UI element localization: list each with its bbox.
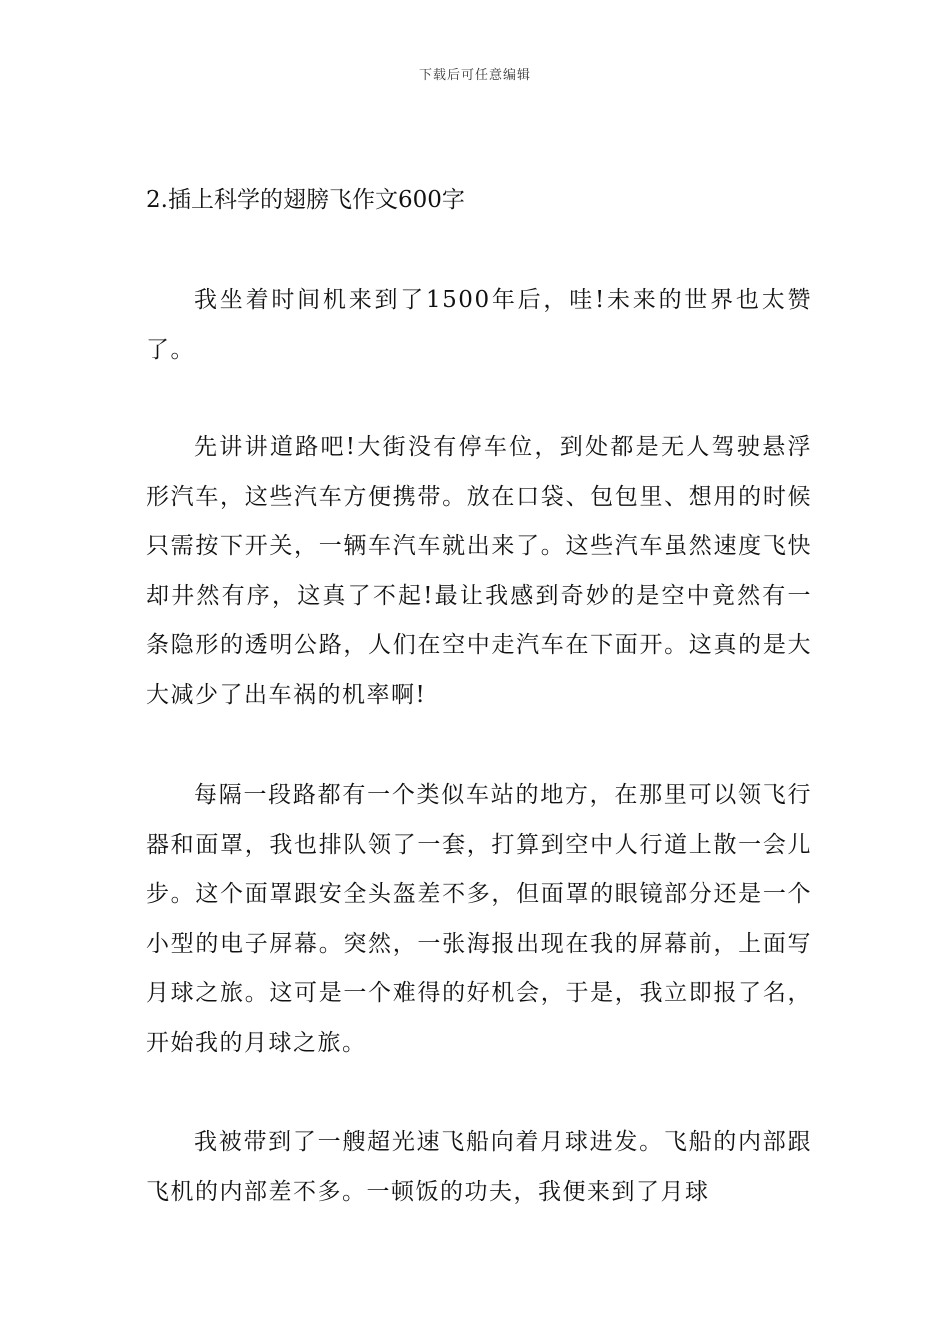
paragraph-1: 我坐着时间机来到了1500年后，哇!未来的世界也太赞了。 [146,287,812,363]
page-header: 下载后可任意编辑 [418,68,531,83]
paragraph-4: 我被带到了一艘超光速飞船向着月球进发。飞船的内部跟飞机的内部差不多。一顿饭的功夫，我便来到了月球 [146,1129,812,1205]
paragraph-2: 先讲讲道路吧!大街没有停车位，到处都是无人驾驶悬浮形汽车，这些汽车方便携带。放在口袋、包包里、想用的时候只需按下开关，一辆车汽车就出来了。这些汽车虽然速度飞快却井然有序，这真了不起!最让我感到奇妙的是空中竟然有一条隐形的透明公路，人们在空中走汽车在下面开。这真的是大大减少了出车祸的机率啊! [146,434,812,708]
paragraph-3: 每隔一段路都有一个类似车站的地方，在那里可以领飞行器和面罩，我也排队领了一套，打算到空中人行道上散一会儿步。这个面罩跟安全头盔差不多，但面罩的眼镜部分还是一个小型的电子屏幕。突然，一张海报出现在我的屏幕前，上面写月球之旅。这可是一个难得的好机会，于是，我立即报了名，开始我的月球之旅。 [146,782,812,1056]
essay-title: 2.插上科学的翅膀飞作文600字 [146,187,465,213]
